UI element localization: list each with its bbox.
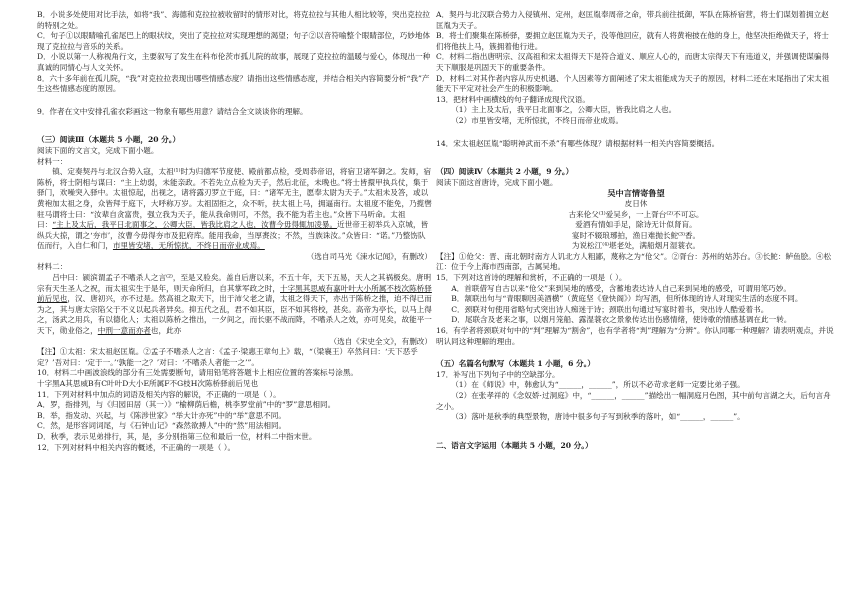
q15-option-b: B．颔联出句与“青眼聊因美酒横”（黄庭坚《登快阁》）均写酒，但所体现的诗人对现实生活的态度不同。 [451,294,803,304]
poem-author: 皮日休 [624,198,648,208]
question-13: 13．把材料中画横线的句子翻译成现代汉语。 [436,94,590,104]
q11-option-d: D．秋季，表示见弟排行，其，是，多分别指第三位和最后一位，材料二中指末世。 [37,431,317,441]
q13-part-1: （1）主上及太后，我平日北面事之，公卿大臣，皆我比肩之人也。 [451,105,677,115]
material-1-source: （选自司马光《涑水记闻》，有删改） [306,251,432,261]
section-5-title: （五）名篇名句默写（本题共 1 小题，6 分。） [436,359,595,369]
q11-option-b: B．举，指发动、兴起，与《陈涉世家》“举大计亦死”中的“举”意思不同。 [37,410,286,420]
q15-option-a: A．首联借写自古以来“伧父”来到吴地的感受，含蓄地表达诗人自己来到吴地的感受，可谓用笔巧妙。 [451,283,791,293]
poem-line: 为说松江⁽⁴⁾堪老处，满船烟月湿蓑衣。 [571,241,701,251]
q12-option-c: C．材料二指出唐明宗、汉高祖和宋太祖得天下是符合道义、顺应人心的，而唐太宗得天下有违道义，并强调使谋骗得天下顺服是巩固天下的重要条件。 [436,52,830,72]
poem-annotation: 【注】①伧父：晋、南北朝时南方人讥北方人粗鄙，蔑称之为“伧父”。②胥台：苏州的姑苏台。③长鮀：鲈鱼脍。④松江：位于今上海市西南部，古属吴地。 [436,251,832,272]
underlined-sentence-1: “主上及太后，我平日北面事之，公卿大臣，皆我比肩之人也，汝曹今毋得辄加凌暴。 [52,220,338,230]
q7-option-d: D．小说以第一人称视角行文，主要叙写了发生在科布伦茨市孤儿院的故事，展现了克拉拉的温暖与爱心，体现出一种真诚的同情心与人文关怀。 [37,52,431,72]
question-14: 14．宋太祖赵匡胤“聪明神武而不杀”有哪些体现？请根据材料一相关内容简要概括。 [436,138,720,148]
q12-option-a: A．契丹与北汉联合势力入侵镇州、定州，赵匡胤奉周帝之命，带兵前往抵御，军队在陈桥宿营，将士们谋划着拥立赵匡胤为天子。 [436,10,829,30]
q7-option-b: B．小说多处使用对比手法，如将“我”、海德和克拉拉被收留时的情形对比，将克拉拉与其他人相比较等，突出克拉拉的特别之处。 [37,10,431,30]
question-9: 9．作者在文中安排孔雀衣彩画这一物象有哪些用意？请结合全文谈谈你的理解。 [37,106,308,116]
q15-option-d: D．尾联含及老来之事，以烟月笼船、露湿蓑衣之景象传达出伤感情绪，使诗歌的情感基调在此一转。 [451,315,792,325]
poem-block [436,188,836,252]
section-4-title: （四）阅读Ⅳ（本题共 2 小题，9 分。） [436,167,574,177]
q15-option-c: C．颈联对句使用省略句式突出诗人痴迷于诗；颈联出句通过写宴时着书，突出诗人酷爱着书。 [451,304,769,314]
material-2-label: 材料二： [37,262,68,272]
q11-option-a: A．罗，指排列，与《归园田居（其一）》“榆柳荫后檐，桃李罗堂前”中的“罗”意思相同。 [37,400,336,410]
question-12: 12．下列对材料中相关内容的概述，不正确的一项是（ ）。 [37,442,236,452]
material-2-text: 吕中曰：颍滨谓孟子不嗜杀人之言⁽²⁾，至是又验矣。盖自后唐以来，不五十年，天下五易，天人之其祸极矣。唐明宗有天生圣人之祝，而太祖实生于是年，则天命所归，自其掌军政之时，十字黑其思威有嘉叶叶大小所属不枝次陈桥驿前后见也，汉、唐初兴，亦不过是。然高祖之取天下，出于沛父老之请，太祖之得天下，亦出于陈桥之推，迫不得已而为之，其与唐太宗陷父于不义以起兵者异矣。抑五代之乱，君不如其臣，臣不如其将校，甚矣。高帝为亭长，以马上得之，汤武之用兵，有以德化人；太祖以陈桥之推出，一夕间之，而长驱不战而降，不嗜杀人之效，亦可见矣，故能平一天下，勋业俗之，中刑一意而亦者也，此亦 [37,273,432,336]
question-11: 11．下列对材料中加点的词语及相关内容的解说，不正确的一项是（ ）。 [37,389,281,399]
poem-line: 爱酒有情如手足，除诗无计似肾肓。 [575,220,697,230]
q12-option-b: B．将士们聚集在陈桥驿，要拥立赵匡胤为天子，没等他回应，就有人将黄袍披在他的身上，他坚决拒绝做天子，将士们将他扶上马，簇拥着他行进。 [436,31,829,51]
underlined-sentence-2: 市里皆安堵，无所惊扰，不终日而帝业成焉。 [112,241,265,251]
material-2-source: （选自《宋史全文》，有删改） [329,336,432,346]
material-1-text: 镇、定奏契丹与北汉合势入寇，太祖⁽¹⁾时为归德军节度使、殿前都点检，受周恭帝诏，将宿卫诸军御之。发师，宿陈桥，将士阴相与谋曰：“主上幼弱，未能亲政。不若先立点检为天子，然后北征，未晚也。”将士皆擐甲执兵仗，集于驿门，欢噪突入驿中。太祖惊起，出视之，诸将露刃罗立于庭，曰：“诸军无主，愿奉太尉为天子。”太祖未及答，或以黄袍加太祖之身，众皆拜于庭下，大呼称万岁。太祖固拒之，众不听，扶太祖上马，拥逼南行。太祖度不能免，乃揽辔驻马谓将士曰：“汝辈自贪富贵，强立我为天子，能从我命则可，不然，我不能为若主也。”众皆下马听命。太祖曰：“主上及太后，我平日北面事之，公卿大臣，皆我比肩之人也，汝曹今毋得辄加凌暴。近世帝王初举兵入京城，皆纵兵大掠，谓之‘夯市’，汝曹今毋得夯市及犯府库。能用我命，当厚赉汝；不然，当族诛汝。”众皆曰：“诺。”乃整饬队伍而行，入自仁和门，市里皆安堵，无所惊扰，不终日而帝业成焉。 [37,167,432,251]
q11-option-c: C．然，是形容词词尾，与《石钟山记》“森然欲搏人”中的“然”用法相同。 [37,421,287,431]
q13-part-2: （2）市里皆安堵，无所惊扰，不终日而帝业成焉。 [451,115,624,125]
section-3-title: （三）阅读Ⅲ（本题共 5 小题，20 分。） [37,135,181,145]
question-16: 16．有学者将颈联对句中的“判”理解为“割舍”，也有学者将“判”理解为“分辨”。你认同哪一种理解？请表明观点，并说明认同这种理解的理由。 [436,326,834,346]
part-2-title: 二、语言文字运用（本题共 5 小题，20 分。） [436,440,593,450]
right-column [436,10,836,451]
annotation-note: 【注】①太祖：宋太祖赵匡胤。②孟子不嗜杀人之言：《孟子·梁惠王章句上》载，“（梁襄王）卒然问曰：‘天下恶乎定？’吾对曰：‘定于一。’‘孰能一之？’对曰：‘不嗜杀人者能一之’”。 [37,347,418,367]
question-17: 17．补写出下列句子中的空缺部分。 [436,369,560,379]
poem-line: 宴时不辍琅琊拍，渔日难抛长鮀⁽³⁾香。 [571,230,701,240]
question-15: 15．下列对这首诗的理解和赏析，不正确的一项是（ ）。 [436,273,627,283]
question-8: 8．六十多年前在孤儿院，“我”对克拉拉表现出哪些情感态度？请指出这些情感态度，并结合相关内容简要分析“我”产生这些情感态度的原因。 [37,73,430,94]
wavy-line-passage: 十字黑其思威有嘉叶叶大小所属不枝次陈桥驿前后见也 [37,283,432,304]
left-column [37,10,432,453]
question-10: 10．材料二中画波浪线的部分有三处需要断句，请用铅笔将答题卡上相应位置的答案标号涂黑。 [37,368,359,378]
question-10-options: 十字黑A其思威B有C叶叶D大小E所属F不G枝H次陈桥驿前后见也 [37,379,259,388]
poem-line: 古来伦父⁽¹⁾爱吴乡，一上胥台⁽²⁾不可忘。 [568,209,704,219]
q12-option-d: D．材料二对其作者内容从历史机遇、个人因素等方面阐述了宋太祖能成为天子的原因，材料二还在末尾指出了宋太祖能天下平定对社会产生的积极影响。 [436,73,830,94]
q7-option-c: C．句子①以眼睛喻孔雀尾巴上的眼状纹，突出了克拉拉对实现理想的渴望；句子②以音符喻整个眼睛部位，巧妙地体现了克拉拉与音乐的关系。 [37,31,431,51]
section-3-instruction: 阅读下面的文言文，完成下面小题。 [37,145,159,155]
q17-part-2: （2）在张孝祥的《念奴娇·过洞庭》中，“______，______”描绘出一幅洞庭月色图，其中前句言湖之大，后句言舟之小。 [436,391,831,411]
q17-part-3: （3）落叶是秋季的典型景物，唐诗中很多句子写到秋季的落叶，如“______，______”。 [451,412,745,422]
q17-part-1: （1）在《师说》中，韩愈认为“______，______”，所以不必苛求老师一定要比弟子强。 [451,380,745,390]
section-4-instruction: 阅读下面这首唐诗，完成下面小题。 [436,177,558,187]
poem-title: 吴中言情寄鲁望 [607,188,665,199]
material-1-label: 材料一： [37,156,68,166]
